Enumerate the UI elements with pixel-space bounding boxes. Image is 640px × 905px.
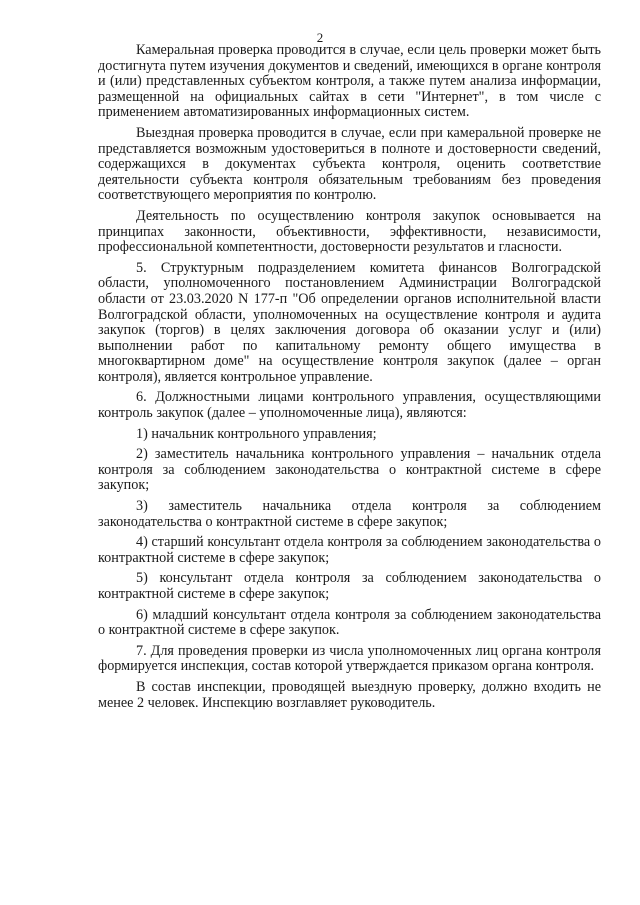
list-item-5: 5) консультант отдела контроля за соблюдением законодательства о контрактной системе в сфере закупок; [98, 570, 601, 602]
paragraph-item-7: 7. Для проведения проверки из числа уполномоченных лиц органа контроля формируется инспекция, состав которой утверждается приказом органа контроля. [98, 642, 601, 675]
list-item-4: 4) старший консультант отдела контроля за соблюдением законодательства о контрактной системе в сфере закупок; [98, 534, 601, 566]
paragraph-desk-audit: Камеральная проверка проводится в случае, если цель проверки может быть достигнута путем изучения документов и сведений, имеющихся в органе контроля и (или) представленных субъектом контроля, а также путем анализа информации, размещенной на официальных сайтах в сети "Интернет", в том числе с применением автоматизированных информационных систем. [98, 42, 601, 121]
paragraph-principles: Деятельность по осуществлению контроля закупок основывается на принципах законности, объективности, эффективности, независимости, профессиональной компетентности, достоверности результатов и гласности. [98, 207, 601, 256]
list-item-6: 6) младший консультант отдела контроля за соблюдением законодательства о контрактной системе в сфере закупок. [98, 606, 601, 639]
document-body [98, 43, 601, 716]
list-item-2: 2) заместитель начальника контрольного управления – начальник отдела контроля за соблюдением законодательства о контрактной системе в сфере закупок; [98, 446, 601, 494]
page-number: 2 [316, 30, 324, 45]
paragraph-inspection-composition: В состав инспекции, проводящей выездную проверку, должно входить не менее 2 человек. Инспекцию возглавляет руководитель. [98, 678, 601, 711]
list-item-3: 3) заместитель начальника отдела контроля за соблюдением законодательства о контрактной системе в сфере закупок; [98, 498, 601, 530]
paragraph-field-audit: Выездная проверка проводится в случае, если при камеральной проверке не представляется возможным удостовериться в полноте и достоверности сведений, содержащихся в документах субъекта контроля, оценить соответствие деятельности субъекта контроля обязательным требованиям без проведения соответствующего мероприятия по контролю. [98, 124, 601, 204]
list-item-1: 1) начальник контрольного управления; [136, 425, 377, 442]
paragraph-item-6: 6. Должностными лицами контрольного управления, осуществляющими контроль закупок (далее – уполномоченные лица), являются: [98, 389, 601, 422]
paragraph-item-5: 5. Структурным подразделением комитета финансов Волгоградской области, уполномоченного постановлением Администрации Волгоградской области от 23.03.2020 N 177-п "Об определении органов исполнительной власти Волгоградской области, уполномоченных на осуществление контроля и аудита закупок (торгов) в целях заключения договора об оказании услуг и (или) выполнении работ по капитальному ремонту общего имущества в многоквартирном доме" на осуществление контроля закупок (далее – орган контроля), является контрольное управление. [98, 259, 601, 385]
